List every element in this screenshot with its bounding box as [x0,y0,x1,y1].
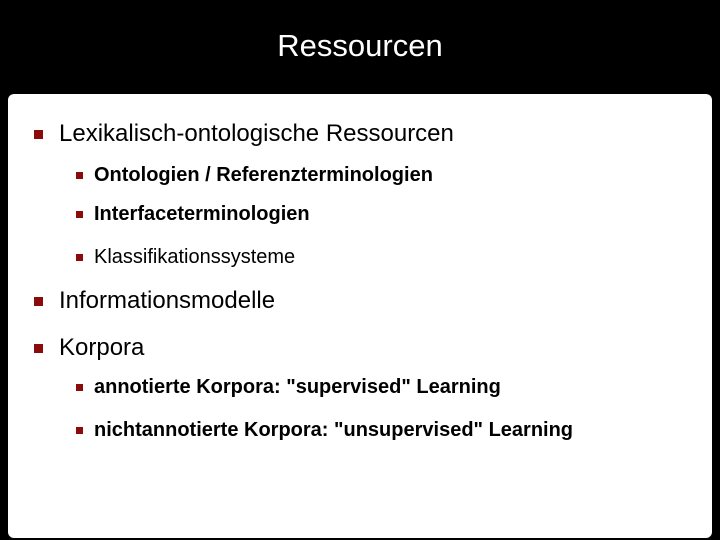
bullet-informationsmodelle [34,287,275,315]
subbullet-text: Interfaceterminologien [94,203,310,225]
subbullet-klassifikationssysteme [76,246,295,269]
slide-title: Ressourcen [277,28,443,63]
bullet-text: Informationsmodelle [59,287,276,314]
subbullet-text: Ontologien / Referenzterminologien [94,164,433,186]
bullet-korpora [34,334,144,362]
content-area [8,94,712,538]
square-bullet-icon [76,254,83,261]
square-bullet-icon [34,344,43,353]
bullet-text: Korpora [59,334,145,361]
square-bullet-icon [34,297,43,306]
subbullet-annotierte-korpora [76,376,501,399]
subbullet-interfaceterminologien [76,203,310,226]
subbullet-text: nichtannotierte Korpora: "unsupervised" Learning [94,419,574,441]
bullet-lexikalisch [34,120,454,148]
square-bullet-icon [76,172,83,179]
square-bullet-icon [76,384,83,391]
square-bullet-icon [76,211,83,218]
subbullet-text: Klassifikationssysteme [94,246,296,268]
square-bullet-icon [76,427,83,434]
subbullet-nichtannotierte-korpora [76,419,573,442]
bullet-text: Lexikalisch-ontologische Ressourcen [59,120,454,147]
subbullet-text: annotierte Korpora: "supervised" Learning [94,376,501,398]
subbullet-ontologien [76,164,433,187]
square-bullet-icon [34,130,43,139]
